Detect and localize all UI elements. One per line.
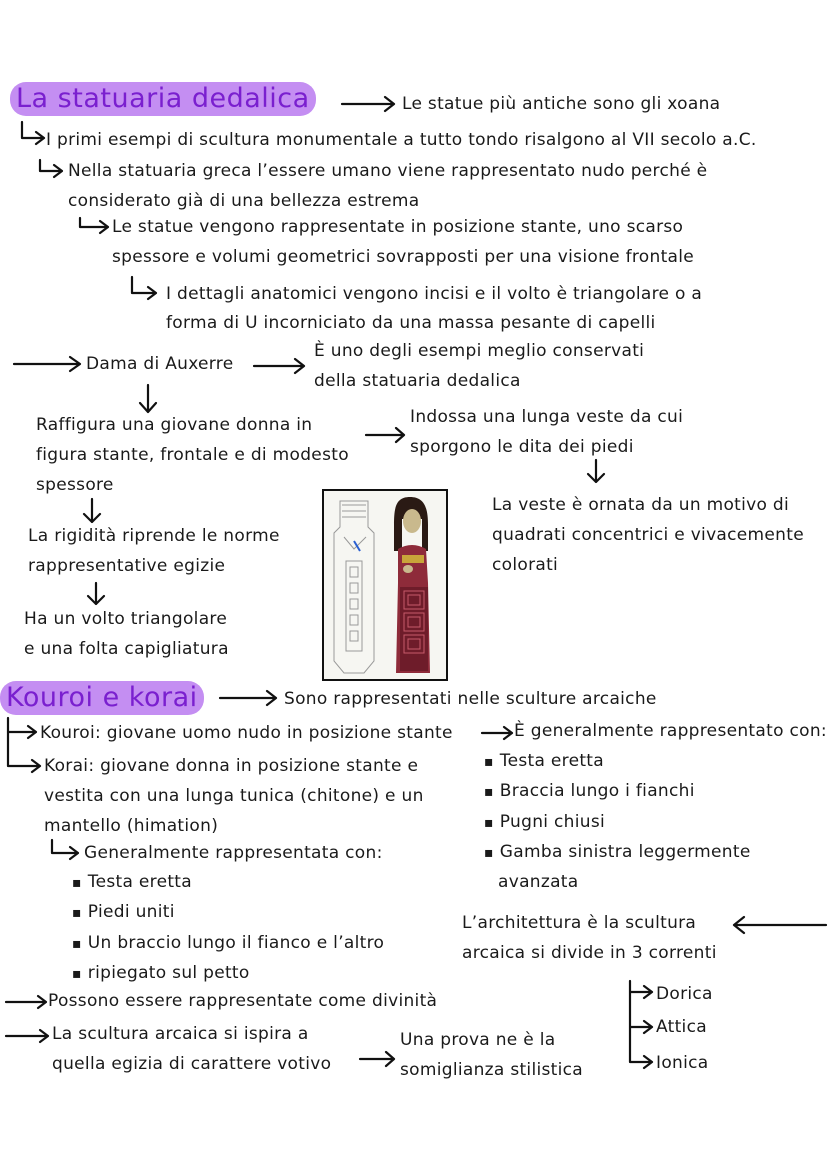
dama-desc-1: È uno degli esempi meglio conservati xyxy=(314,341,645,361)
korai-item: ▪ Piedi uniti xyxy=(72,897,175,928)
details-text-2: forma di U incorniciato da una massa pesante di capelli xyxy=(166,313,656,333)
arrow-xoana xyxy=(342,97,394,111)
arrow-details xyxy=(132,277,156,299)
arrow-face xyxy=(88,583,104,604)
face-text-1: Ha un volto triangolare xyxy=(24,609,228,629)
arrow-rigid xyxy=(84,499,100,522)
arrow-dama-in xyxy=(14,357,80,371)
egypt-text-2: quella egizia di carattere votivo xyxy=(52,1054,332,1074)
arrow-egypt xyxy=(6,1030,48,1042)
proof-text-2: somiglianza stilistica xyxy=(400,1060,584,1080)
figure-text-3: spessore xyxy=(36,475,114,495)
dama-desc-2: della statuaria dedalica xyxy=(314,371,521,391)
arrow-kouroi-rep xyxy=(482,727,512,739)
figure-text-2: figura stante, frontale e di modesto xyxy=(36,445,349,465)
arrow-first-examples xyxy=(22,122,44,144)
egypt-text-1: La scultura arcaica si ispira a xyxy=(52,1024,309,1044)
nude-text-1: Nella statuaria greca l’essere umano viene rappresentato nudo perché è xyxy=(68,161,708,181)
arrow-proof xyxy=(360,1052,394,1066)
xoana-text: Le statue più antiche sono gli xoana xyxy=(402,94,721,114)
arrow-dama-desc xyxy=(254,359,304,373)
archaic-text: Sono rappresentati nelle sculture arcaiche xyxy=(284,689,657,709)
kouroi-item: ▪ Pugni chiusi xyxy=(484,807,605,838)
pose-text-1: Le statue vengono rappresentate in posizione stante, uno scarso xyxy=(112,217,684,237)
rigid-text-1: La rigidità riprende le norme xyxy=(28,526,280,546)
details-text-1: I dettagli anatomici vengono incisi e il volto è triangolare o a xyxy=(166,284,703,304)
arrow-korai-rep xyxy=(52,840,78,859)
architecture-text-2: arcaica si divide in 3 correnti xyxy=(462,943,717,963)
arrow-nude xyxy=(40,160,62,177)
korai-item: ▪ Un braccio lungo il fianco e l’altro xyxy=(72,928,384,959)
kouroi-rep-text: È generalmente rappresentato con: xyxy=(514,721,827,741)
architecture-text-1: L’architettura è la scultura xyxy=(462,913,697,933)
arrow-pose xyxy=(80,218,108,233)
arrow-ornate xyxy=(588,460,604,482)
dama-label: Dama di Auxerre xyxy=(86,354,234,374)
kouroi-text: Kouroi: giovane uomo nudo in posizione stante xyxy=(40,723,453,743)
korai-rep-text: Generalmente rappresentata con: xyxy=(84,843,383,863)
arrow-archaic xyxy=(220,691,276,705)
arrow-dress xyxy=(366,428,404,442)
korai-text-3: mantello (himation) xyxy=(44,816,219,836)
first-examples-text: I primi esempi di scultura monumentale a tutto tondo risalgono al VII secolo a.C. xyxy=(46,130,757,150)
arrow-orders xyxy=(630,981,652,1068)
korai-item: ▪ ripiegato sul petto xyxy=(72,958,250,989)
kouroi-item: ▪ Braccia lungo i fianchi xyxy=(484,776,695,807)
ornate-text-3: colorati xyxy=(492,555,559,575)
proof-text-1: Una prova ne è la xyxy=(400,1030,556,1050)
divinity-text: Possono essere rappresentate come divinità xyxy=(48,991,438,1011)
figure-text-1: Raffigura una giovane donna in xyxy=(36,415,313,435)
section-title-kouroi-korai: Kouroi e korai xyxy=(0,681,204,715)
section-title-dedalica: La statuaria dedalica xyxy=(10,82,316,116)
nude-text-2: considerato già di una bellezza estrema xyxy=(68,191,420,211)
arrow-dama-down xyxy=(140,385,156,412)
dress-text-2: sporgono le dita dei piedi xyxy=(410,437,634,457)
order-item: Dorica xyxy=(656,984,713,1004)
dress-text-1: Indossa una lunga veste da cui xyxy=(410,407,684,427)
korai-text-1: Korai: giovane donna in posizione stante e xyxy=(44,756,419,776)
rigid-text-2: rappresentative egizie xyxy=(28,556,226,576)
arrow-kouroi xyxy=(8,718,36,738)
korai-text-2: vestita con una lunga tunica (chitone) e un xyxy=(44,786,424,806)
arrow-korai xyxy=(8,732,40,772)
arrow-divinity xyxy=(6,996,46,1008)
kouroi-item: ▪ Testa eretta xyxy=(484,746,604,777)
kouroi-item: ▪ Gamba sinistra leggermente xyxy=(484,837,751,868)
pose-text-2: spessore e volumi geometrici sovrapposti per una visione frontale xyxy=(112,247,695,267)
dama-di-auxerre-image xyxy=(322,489,448,681)
ornate-text-2: quadrati concentrici e vivacemente xyxy=(492,525,804,545)
face-text-2: e una folta capigliatura xyxy=(24,639,229,659)
order-item: Attica xyxy=(656,1017,707,1037)
ornate-text-1: La veste è ornata da un motivo di xyxy=(492,495,790,515)
order-item: Ionica xyxy=(656,1053,709,1073)
kouroi-item-cont: avanzata xyxy=(498,872,579,892)
arrow-architecture xyxy=(734,917,826,933)
korai-item: ▪ Testa eretta xyxy=(72,867,192,898)
